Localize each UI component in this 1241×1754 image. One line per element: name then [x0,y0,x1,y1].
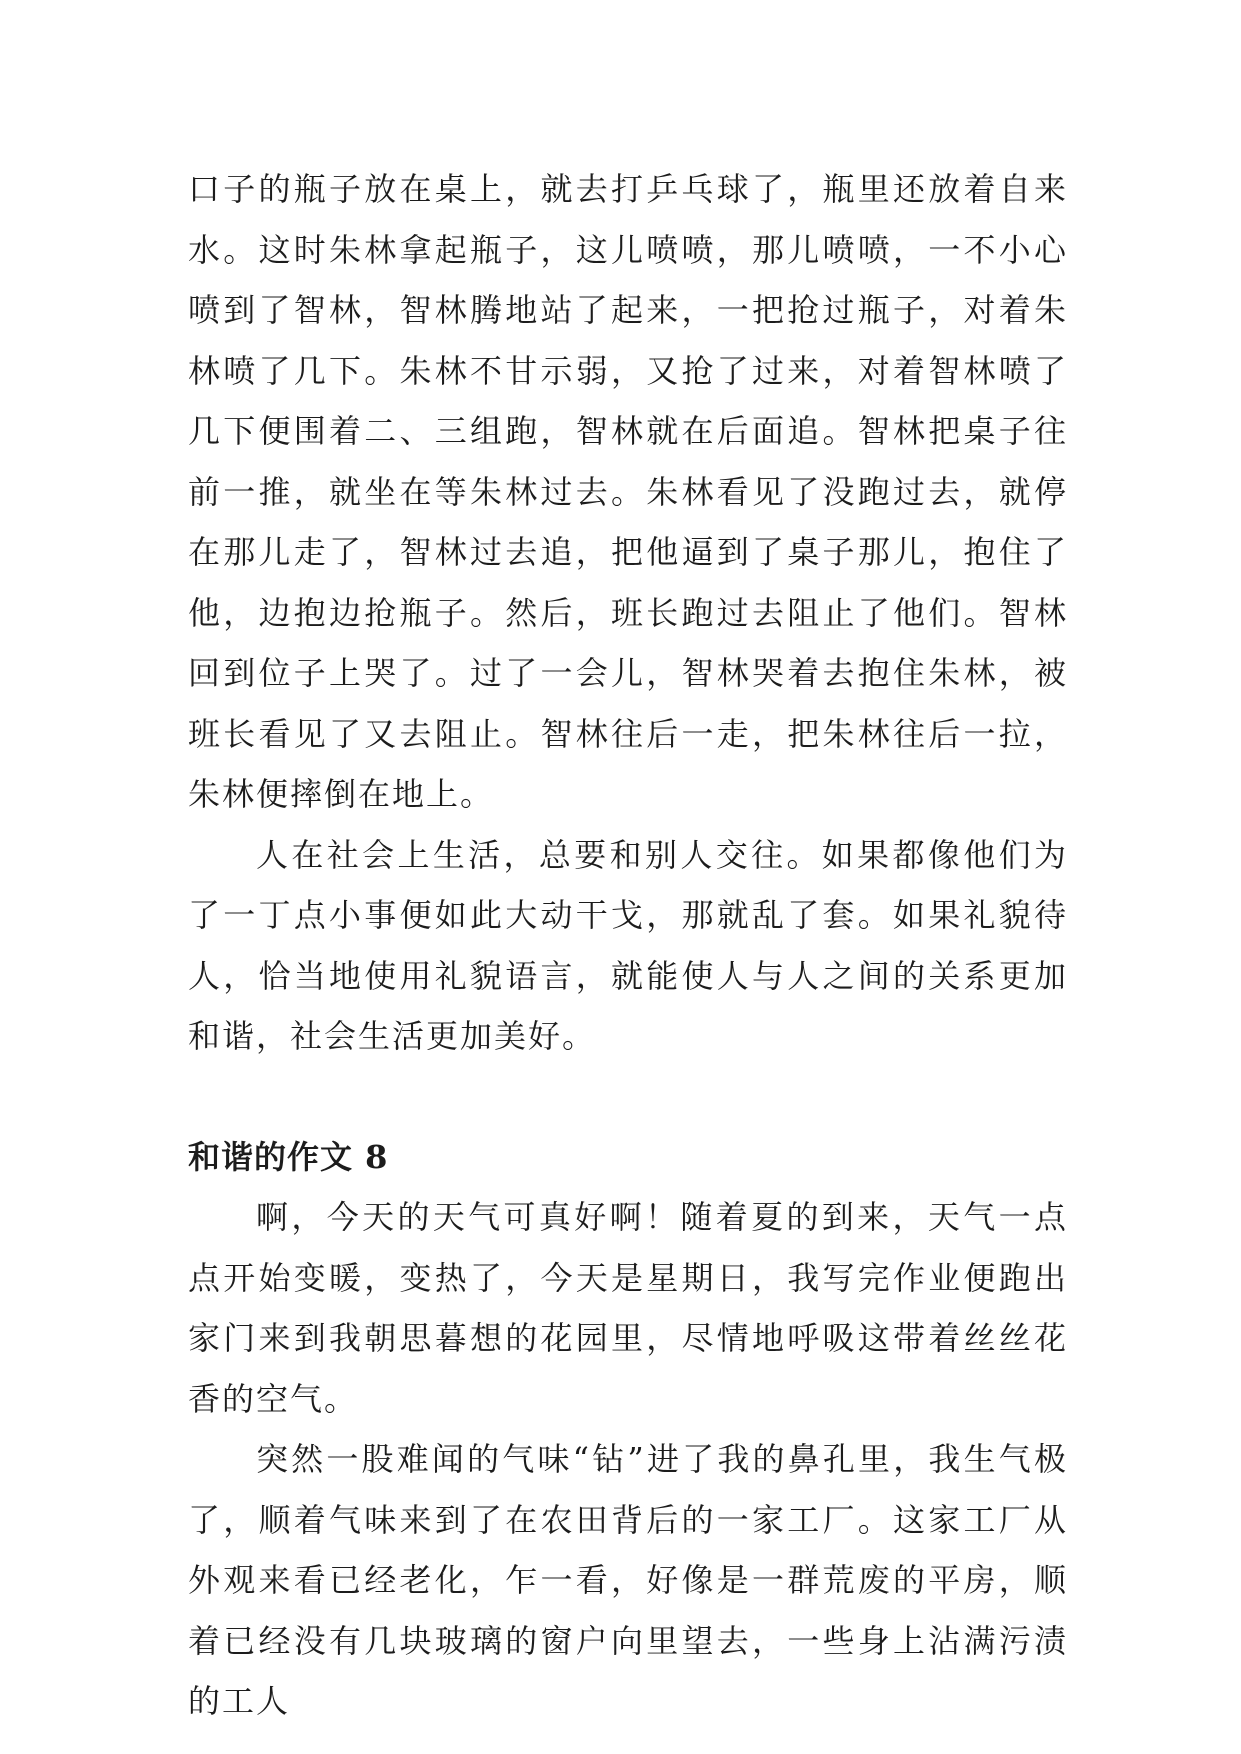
section-title: 和谐的作文 8 [188,1137,389,1176]
paragraph: 人在社会上生活，总要和别人交往。如果都像他们为了一丁点小事便如此大动干戈，那就乱了套。如果礼貌待人，恰当地使用礼貌语言，就能使人与人之间的关系更加和谐，社会生活更加美好。 [188,835,1068,1055]
paragraph-continued: 口子的瓶子放在桌上，就去打乒乓球了，瓶里还放着自来水。这时朱林拿起瓶子，这儿喷喷，那儿喷喷，一不小心喷到了智林，智林腾地站了起来，一把抢过瓶子，对着朱林喷了几下。朱林不甘示弱，又抢了过来，对着智林喷了几下便围着二、三组跑，智林就在后面追。智林把桌子往前一推，就坐在等朱林过去。朱林看见了没跑过去，就停在那儿走了，智林过去追，把他逼到了桌子那儿，抱住了他，边抱边抢瓶子。然后，班长跑过去阻止了他们。智林回到位子上哭了。过了一会儿，智林哭着去抱住朱林，被班长看见了又去阻止。智林往后一走，把朱林往后一拉，朱林便摔倒在地上。 [188,170,1068,813]
document-body [188,159,1068,1732]
paragraph: 突然一股难闻的气味“钻”进了我的鼻孔里，我生气极了，顺着气味来到了在农田背后的一家工厂。这家工厂从外观来看已经老化，乍一看，好像是一群荒废的平房，顺着已经没有几块玻璃的窗户向里望去，一些身上沾满污渍的工人 [188,1440,1068,1720]
paragraph: 啊，今天的天气可真好啊！随着夏的到来，天气一点点开始变暖，变热了，今天是星期日，我写完作业便跑出家门来到我朝思暮想的花园里，尽情地呼吸这带着丝丝花香的空气。 [188,1198,1068,1418]
